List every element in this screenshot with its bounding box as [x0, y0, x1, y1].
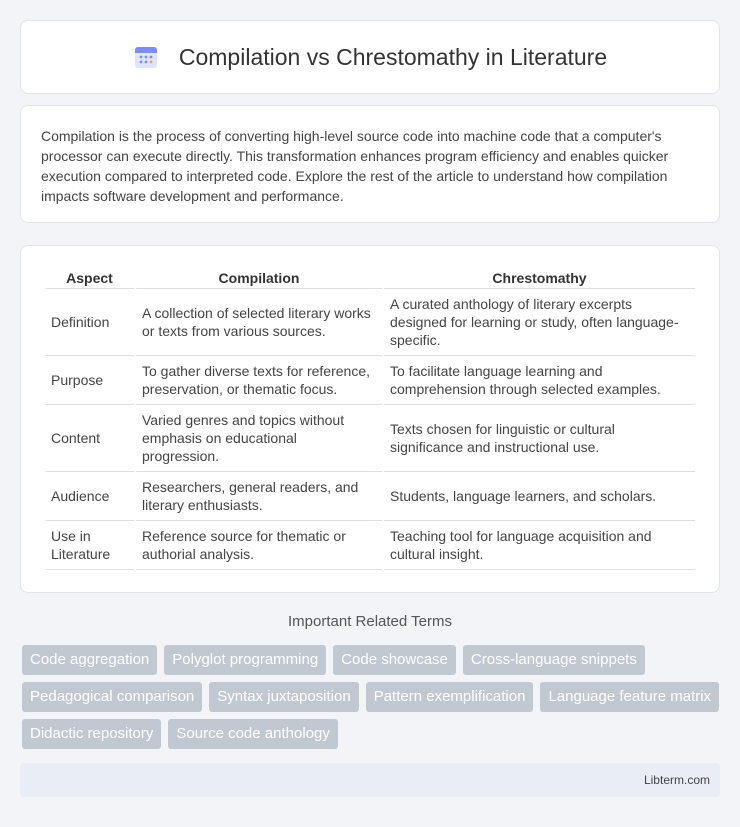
related-terms-tags: [22, 645, 722, 749]
table-row: [45, 472, 695, 521]
header-compilation: Compilation: [136, 266, 382, 289]
table-row: [45, 356, 695, 405]
tag-cross-language-snippets[interactable]: Cross-language snippets: [463, 645, 645, 675]
page-title: Compilation vs Chrestomathy in Literature: [178, 43, 608, 70]
header-card: [20, 20, 720, 94]
table-row: [45, 289, 695, 356]
cell-compilation: Reference source for thematic or authorial analysis.: [136, 521, 382, 570]
tag-pattern-exemplification[interactable]: Pattern exemplification: [366, 682, 534, 712]
tag-language-feature-matrix[interactable]: Language feature matrix: [540, 682, 719, 712]
tag-syntax-juxtaposition[interactable]: Syntax juxtaposition: [209, 682, 358, 712]
tag-polyglot-programming[interactable]: Polyglot programming: [164, 645, 326, 675]
cell-aspect: Definition: [45, 289, 134, 356]
tag-pedagogical-comparison[interactable]: Pedagogical comparison: [22, 682, 202, 712]
intro-text: Compilation is the process of converting high-level source code into machine code that a computer's processor can execute directly. This transformation enhances program efficiency and enables quicker execution compared to interpreted code. Explore the rest of the article to understand how compilation impacts software development and performance.: [41, 128, 669, 204]
calendar-grid-icon: [133, 44, 159, 70]
cell-compilation: Varied genres and topics without emphasis on educational progression.: [136, 405, 382, 472]
tag-source-code-anthology[interactable]: Source code anthology: [168, 719, 337, 749]
tag-code-aggregation[interactable]: Code aggregation: [22, 645, 157, 675]
comparison-table-card: [20, 245, 720, 593]
cell-compilation: To gather diverse texts for reference, preservation, or thematic focus.: [136, 356, 382, 405]
table-header-row: [45, 266, 695, 289]
cell-compilation: Researchers, general readers, and literary enthusiasts.: [136, 472, 382, 521]
cell-aspect: Purpose: [45, 356, 134, 405]
comparison-table: [43, 266, 697, 570]
table-row: [45, 521, 695, 570]
cell-chrestomathy: Teaching tool for language acquisition and cultural insight.: [384, 521, 695, 570]
related-terms-title: Important Related Terms: [288, 613, 452, 630]
cell-chrestomathy: Students, language learners, and scholars.: [384, 472, 695, 521]
cell-aspect: Content: [45, 405, 134, 472]
header-aspect: Aspect: [45, 266, 134, 289]
cell-aspect: Use in Literature: [45, 521, 134, 570]
tag-code-showcase[interactable]: Code showcase: [333, 645, 456, 675]
cell-chrestomathy: To facilitate language learning and comprehension through selected examples.: [384, 356, 695, 405]
intro-card: [20, 105, 720, 223]
footer: [20, 763, 720, 797]
header-chrestomathy: Chrestomathy: [384, 266, 695, 289]
cell-chrestomathy: Texts chosen for linguistic or cultural significance and instructional use.: [384, 405, 695, 472]
footer-brand-link[interactable]: Libterm.com: [643, 773, 710, 787]
cell-chrestomathy: A curated anthology of literary excerpts designed for learning or study, often language-specific.: [384, 289, 695, 356]
tag-didactic-repository[interactable]: Didactic repository: [22, 719, 161, 749]
table-row: [45, 405, 695, 472]
cell-aspect: Audience: [45, 472, 134, 521]
cell-compilation: A collection of selected literary works or texts from various sources.: [136, 289, 382, 356]
